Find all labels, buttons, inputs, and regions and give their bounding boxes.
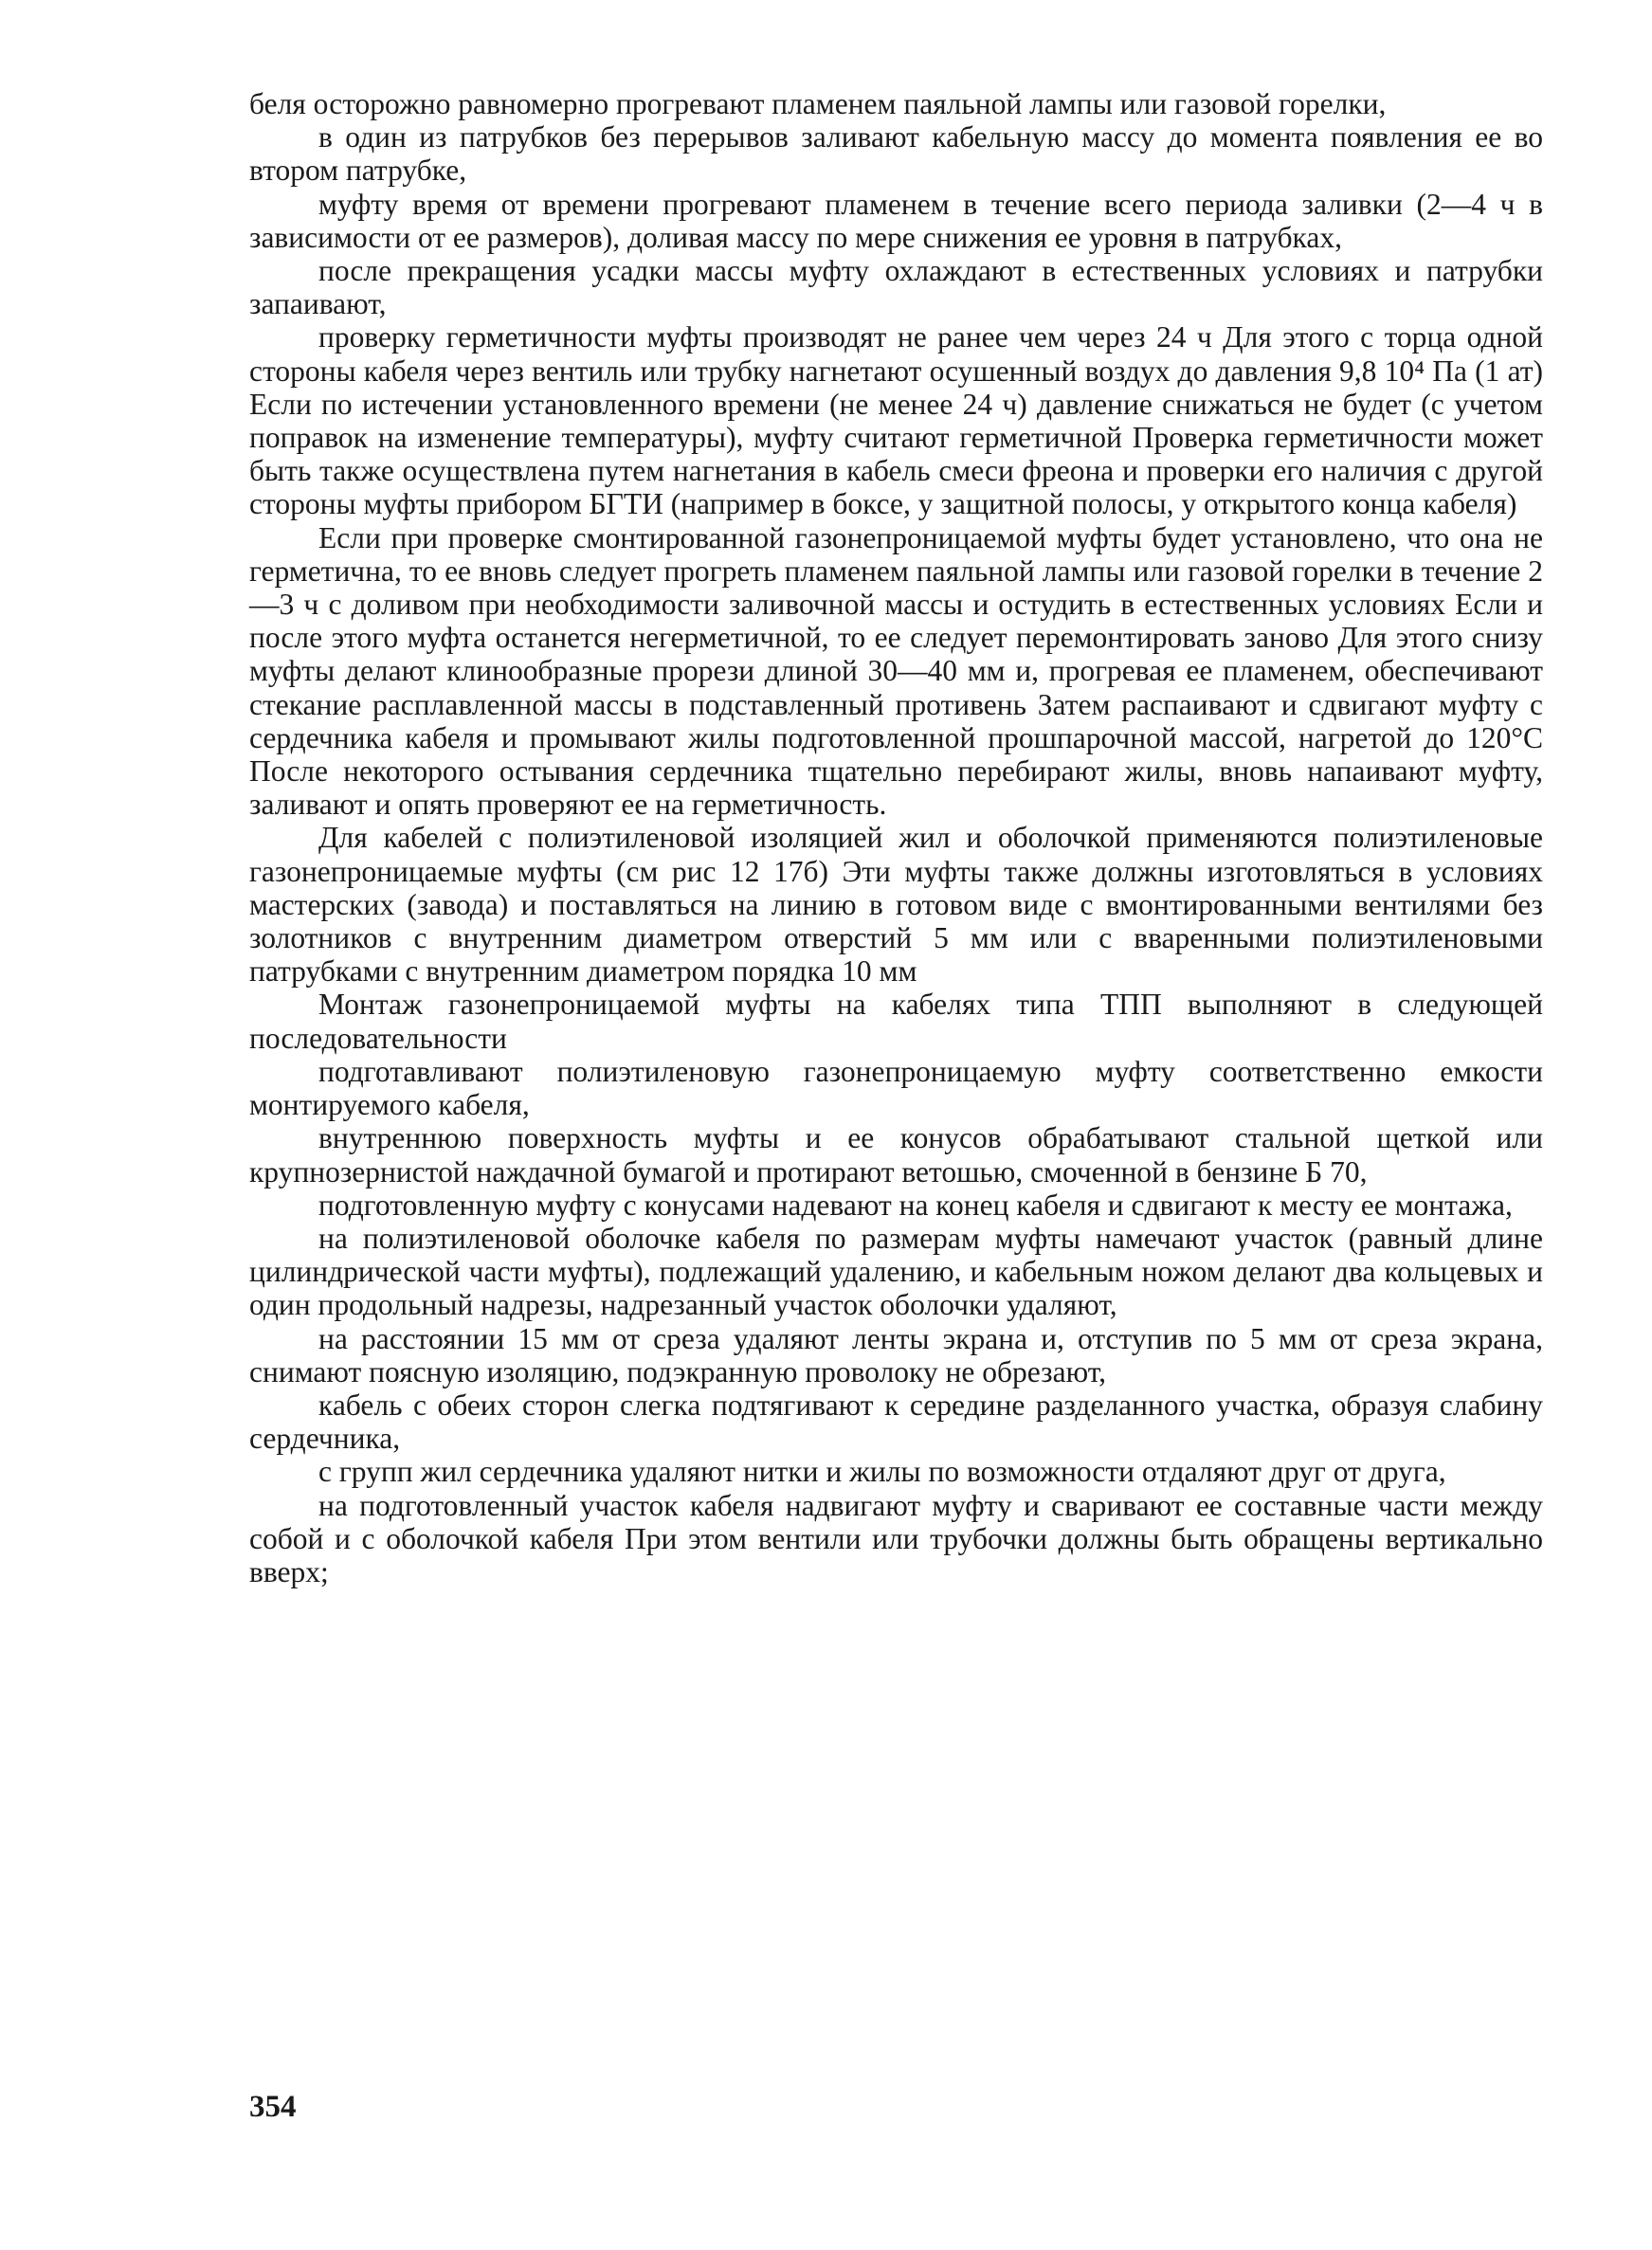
paragraph: после прекращения усадки массы муфту охлаждают в естественных условиях и патрубки запаивают, xyxy=(249,254,1543,321)
paragraph: внутреннюю поверхность муфты и ее конусов обрабатывают стальной щеткой или крупнозернистой наждачной бумагой и протирают ветошью, смоченной в бензине Б 70, xyxy=(249,1121,1543,1189)
paragraph: кабель с обеих сторон слегка подтягивают к середине разделанного участка, образуя слабину сердечника, xyxy=(249,1388,1543,1456)
paragraph: проверку герметичности муфты производят не ранее чем через 24 ч Для этого с торца одной стороны кабеля через вентиль или трубку нагнетают осушенный воздух до давления 9,8 10⁴ Па (1 ат) Если по истечении установленного времени (не менее 24 ч) давление снижаться не будет (с учетом поправок на изменение температуры), муфту считают герметичной Проверка герметичности может быть также осуществлена путем нагнетания в кабель смеси фреона и проверки его наличия с другой стороны муфты прибором БГТИ (например в боксе, у защитной полосы, у открытого конца кабеля) xyxy=(249,320,1543,521)
paragraph: Если при проверке смонтированной газонепроницаемой муфты будет установлено, что она не герметична, то ее вновь следует прогреть пламенем паяльной лампы или газовой горелки в течение 2—3 ч с доливом при необходимости заливочной массы и остудить в естественных условиях Если и после этого муфта останется негерметичной, то ее следует перемонтировать заново Для этого снизу муфты делают клинообразные прорези длиной 30—40 мм и, прогревая ее пламенем, обеспечивают стекание расплавленной массы в подставленный противень Затем распаивают и сдвигают муфту с сердечника кабеля и промывают жилы подготовленной прошпарочной массой, нагретой до 120°С После некоторого остывания сердечника тщательно перебирают жилы, вновь напаивают муфту, заливают и опять проверяют ее на герметичность. xyxy=(249,520,1543,822)
page-body xyxy=(249,87,1543,1588)
page-number: 354 xyxy=(249,2090,297,2124)
paragraph: на расстоянии 15 мм от среза удаляют ленты экрана и, отступив по 5 мм от среза экрана, снимают поясную изоляцию, подэкранную проволоку не обрезают, xyxy=(249,1321,1543,1388)
paragraph: на подготовленный участок кабеля надвигают муфту и сваривают ее составные части между собой и с оболочкой кабеля При этом вентили или трубочки должны быть обращены вертикально вверх; xyxy=(249,1488,1543,1588)
paragraph: муфту время от времени прогревают пламенем в течение всего периода заливки (2—4 ч в зависимости от ее размеров), доливая массу по мере снижения ее уровня в патрубках, xyxy=(249,187,1543,254)
paragraph: подготовленную муфту с конусами надевают на конец кабеля и сдвигают к месту ее монтажа, xyxy=(318,1188,1513,1222)
paragraph: в один из патрубков без перерывов заливают кабельную массу до момента появления ее во втором патрубке, xyxy=(249,120,1543,188)
paragraph: Для кабелей с полиэтиленовой изоляцией жил и оболочкой применяются полиэтиленовые газонепроницаемые муфты (см рис 12 17б) Эти муфты также должны изготовляться в условиях мастерских (завода) и поставляться на линию в готовом виде с вмонтированными вентилями без золотников с внутренним диаметром отверстий 5 мм или с вваренными полиэтиленовыми патрубками с внутренним диаметром порядка 10 мм xyxy=(249,821,1543,989)
paragraph: с групп жил сердечника удаляют нитки и жилы по возможности отдаляют друг от друга, xyxy=(318,1455,1446,1489)
paragraph: Монтаж газонепроницаемой муфты на кабелях типа ТПП выполняют в следующей последовательности xyxy=(249,988,1543,1055)
paragraph: подготавливают полиэтиленовую газонепроницаемую муфту соответственно емкости монтируемого кабеля, xyxy=(249,1054,1543,1122)
paragraph-continuation: беля осторожно равномерно прогревают пламенем паяльной лампы или газовой горелки, xyxy=(249,87,1387,120)
paragraph: на полиэтиленовой оболочке кабеля по размерам муфты намечают участок (равный длине цилиндрической части муфты), подлежащий удалению, и кабельным ножом делают два кольцевых и один продольный надрезы, надрезанный участок оболочки удаляют, xyxy=(249,1221,1543,1322)
